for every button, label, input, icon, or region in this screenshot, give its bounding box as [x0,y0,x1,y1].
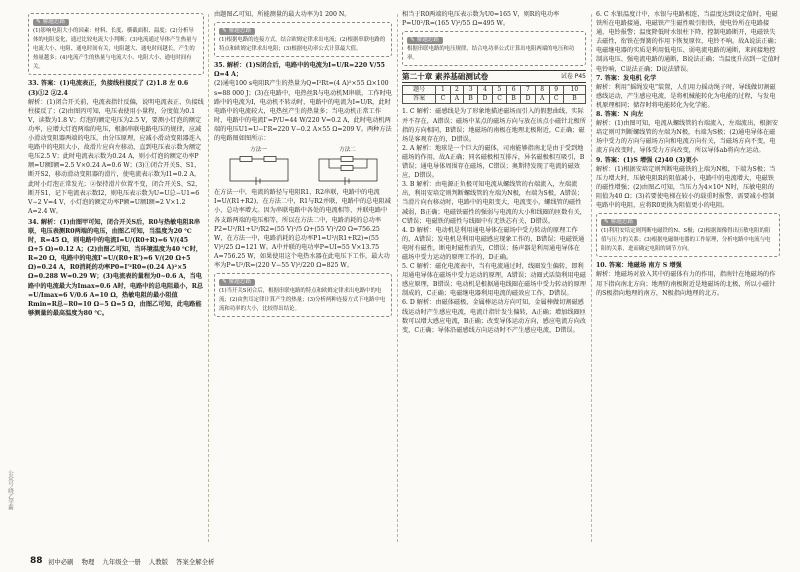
table-cell: D [521,95,536,104]
table-cell: 4 [478,86,493,95]
side-watermark: 公众号·晓乙学霸 [7,470,13,511]
page-footer [0,553,800,569]
tip-text: (1)影响电阻大小的因素：材料、长度、横截面积、温度；(2)分析导体的电阻变化，通过比较电流大小判断；(3)电流通过导体产生热量与电流大小、电阻、通电时间有关，电阻越大、通电时间越长，产生的热量越多；(4)电流产生的热量与电流大小、电阻大小、通电时间有关。 [33,28,197,71]
tip-label: ✎ 解题思路 [219,28,255,35]
question-35-body-2: 在方法一中，电流的路径与电阻R1、R2串联，电路中的电流I=U/(R1+R2)，在方法二中，R1与R2并联，电路中的总电阻减小，总功率增大。因为串联电路中各处的电流相等，并联电路中各支路两端的电压相等，所以在方法二中，电路消耗的总功率P2=U²/R1+U²/R2=(55 V)²/5 Ω+(55 V)²/20 Ω=756.25 W，在方法一中，电路消耗的总功率P1=U²/(R1+R2)=(55 V)²/25 Ω=121 W。A中并联的电功率P=UI=55 V×13.75 A=756.25 W，如果使用这个电热水器在此电压下工作，最大功率为P=U²/R=(220 V−55 V)²/220 Ω=825 W。 [214,189,391,269]
table-cell: 10 [563,86,585,95]
series-name: 初中必刷 [48,558,74,566]
continued-text: 由题图乙可知，所能测量的最大功率为1 200 N。 [214,11,351,18]
circuit-method-1 [226,146,292,185]
table-cell: 9 [549,86,563,95]
answer-6-continued: 6. C 水银温度计中，水银与电路相连，当温度达到设定值时，电磁铁所在电路接通，电磁铁产生磁性吸引衔铁，使电铃所在电路接通，电铃报警；温度降低时水银柱下降，控制电路断开，电磁铁失去磁性，衔铁在弹簧的作用下恢复原位，电铃不响。故A说法正确；电磁继电器的实质是利用低电压、弱电流电路的通断，来间接地控制高电压、强电流电路的通断，B说法正确；当温度升高到一定值时电铃响，C说法正确；D说法错误。 [596,11,780,73]
table-cell: 1 [436,86,450,95]
table-cell: A [450,95,464,104]
circuit-title: 方法一 [250,147,267,154]
question-9-analysis: 解析：(1)根据安培定则判断电磁铁的上端为N极，下端为S极；当压力增大时，压敏电阻R的阻值减小，电路中的电流增大，电磁铁的磁性增强；(2)由图乙可知，当压力为4×10⁴ N时，压敏电阻的阻值为40 Ω；(3)若要使电梯在较小的载重时报警，需要减小控制电路中的电阻，应将R0更换为阻值更小的电阻。 [596,165,776,209]
table-cell: 7 [521,86,536,95]
question-35-body: (2)通电100 s电阻R产生的热量为Q=I²Rt=(4 A)²×55 Ω×100 s=88 000 J；(3)在电路中，电热丝R与电动机M串联，工作时电路中的电流为I，电动机不转动时，电路中的电流为I=U/R，此时电路中的电流较大，电热丝产生的热量多；当电动机正常工作时，电路中的电流I'=P/U=44 W/220 V=0.2 A，此时电动机两端的电压U1=U−I'R=220 V−0.2 A×55 Ω=209 V。两种方法的电路图如图所示： [214,80,392,143]
section-title: 第二十章 素养基础测试卷 [402,72,489,82]
question-35-analysis: 35. 解析：(1)S闭合后，电路中的电流为I=U/R=220 V/55 Ω=4 A； [214,62,385,79]
answer-4: 4. D 解析：电动机是利用通电导体在磁场中受力转动的原理工作的，A错误；发电机是利用电磁感应现象工作的，B错误；电磁铁通电时有磁性，断电时磁性消失，C错误；扬声器是利用通电导体在磁场中受力运动的原理工作的，D正确。 [402,226,585,261]
tip-label: ✎ 解题思路 [219,279,255,286]
subject-name: 物理 [81,558,95,566]
parallel-circuit-icon [315,155,381,185]
column-1 [28,10,204,550]
table-cell: B [507,95,521,104]
edition-name: 人教版 [148,558,168,566]
question-34-analysis: 34. 解析：(1)由图甲可知，闭合开关S后，R0与热敏电阻R串联，电压表测R0两端的电压，由图乙可知，当温度为20 ℃时，R=45 Ω，则电路中的电流I=U/(R0+R)=6 V/(45 Ω+5 Ω)=0.12 A；(2)由图乙可知，当环境温度为40 ℃时，R=20 Ω，电路中的电流I'=U/(R0+R')=6 V/(20 Ω+5 Ω)=0.24 A，R0消耗的功率P0=I'²R0=(0.24 A)²×5 Ω=0.288 W≈0.29 W；(3)电流表的量程为0~0.6 A，当电路中的电流最大为Imax=0.6 A时，电路中的总电阻最小，R总=U/Imax=6 V/0.6 A=10 Ω，热敏电阻的最小阻值Rmin=R总−R0=10 Ω−5 Ω=5 Ω，由图乙可知，此电路能够测量的最高温度为80 ℃。 [28,218,204,317]
table-cell: 3 [464,86,478,95]
solution-tip-box [402,31,586,66]
tip-text: (1)根据电路的连接方式，结合欧姆定律求出电流；(2)根据串联电路的特点和欧姆定律求出电阻；(3)根据电功率公式计算最大值。 [219,37,386,53]
answer-1: 1. C 解析：磁感线是为了形象地描述磁场而引入的假想曲线，实际并不存在，A错误；磁场中某点的磁场方向与放在该点小磁针北极所指的方向相同，B错误；地磁场的南极在地理北极附近，C正确；磁场是客观存在的，D错误。 [402,108,586,143]
table-cell: 答案 [403,95,436,104]
tip-text: 根据串联电路的电压规律，结合电功率公式计算出电阻两端的电压和功率。 [407,46,575,62]
table-cell: C [549,95,563,104]
answer-6: 6. D 解析：由磁体磁极、金属棒运动方向可知，金属棒做切割磁感线运动时产生感应电流，电流计指针发生偏转，A正确；增加线圈匝数可以增大感应电流，B正确；改变导体运动方向，感应电流方向改变，C正确；导体沿磁感线方向运动时不产生感应电流，D错误。 [402,299,586,334]
solution-tip-box [596,213,780,257]
tip-text: (1)利用安培定则判断电磁铁的N、S极；(2)根据图像得出压敏电阻的阻值与压力的关系；(3)根据电磁继电器的工作原理，分析电路中电流与电阻的关系，进而确定电阻的调节方向。 [601,228,771,253]
table-cell: 5 [492,86,506,95]
solution-tip-box [28,13,204,75]
section-header [402,70,586,83]
answers-label: 答案全解全析 [176,558,215,566]
table-row [403,86,586,95]
circuit-title: 方法二 [339,147,356,154]
table-row [403,95,586,104]
tip-label: ✎ 解题思路 [601,219,637,226]
question-7-analysis: 解析：利用“摇绳发电”装置，人们用力摇动绳子时，导线做切割磁感线运动，产生感应电流，是将机械能转化为电能的过程，与发电机原理相同；储存时将电能转化为化学能。 [596,83,776,109]
question-10-answer: 10. 答案：地磁场 南方 S 增强 [596,262,682,270]
table-cell: C [436,95,450,104]
column-4 [596,10,780,550]
question-33-analysis: 解析：(1)闭合开关前，电流表指针反偏，说明电流表正、负接线柱接反了；(2)由图丙可知，电压表使用小量程，分度值为0.1 V，读数为1.8 V；灯泡的额定电压为2.5 V，要测小灯泡的额定功率，应增大灯泡两端的电压，根据串联电路电压的规律，应减小滑动变阻器两端的电压，由分压原理，应减小滑动变阻器连入电路中的电阻大小，故滑片应向左移动，直到电压表示数为额定电压2.5 V；此时电流表示数为0.24 A，则小灯泡的额定功率P额=U额I额=2.5 V×0.24 A=0.6 W；(3)①闭合开关S、S1，断开S2，移动滑动变阻器的滑片，使电流表示数为I1=0.2 A，此时小灯泡正常发光；②保持滑片位置不变，闭合开关S、S2，断开S1，记下电流表示数I2，则电压表示数为U=U总−U1=6 V−2 V=4 V，小灯泡的额定功率P额=U额I额=2 V×1.2 A=2.4 W。 [28,98,204,215]
question-10-analysis: 解析：地磁场对放入其中的磁体有力的作用，指南针在地磁场的作用下指向南北方向；地理的南极附近是地磁场的北极，所以小磁针的S极指向地理的南方，N极指向地理的北方。 [596,271,776,297]
answer-3: 3. B 解析：由电源正负极可知电流从螺线管的右端流入，左端流出，利用安培定则判断螺线管的左端为N极，右端为S极，A错误；当滑片向右移动时，电路中的电阻变大，电流变小，螺线管的磁性减弱，B正确；电磁铁磁性的强弱与电流的大小和线圈的匝数有关，C错误；电磁铁的磁性与线圈中有无铁芯有关，D错误。 [402,181,586,225]
table-cell: B [563,95,585,104]
column-2 [214,10,392,550]
solution-tip-box [214,22,392,57]
answer-2: 2. A 解析：地球是一个巨大的磁体，司南能够指南北是由于受到地磁场的作用，故A正确；同名磁极相互排斥，异名磁极相互吸引，B错误；通电导体周围存在磁场，C错误；奥斯特发现了电流的磁效应，D错误。 [402,144,585,180]
circuit-diagrams [214,146,392,185]
series-circuit-icon [226,155,292,185]
tip-label: ✎ 解题思路 [407,37,443,44]
column-divider [397,14,398,542]
column-divider [208,14,209,542]
answer-5: 5. C 解析：磁化电流表中，当有电流通过时，线圈发生偏转，即利用通电导体在磁场中受力运动的原理，A错误；动圈式话筒利用电磁感应原理，B错误；电动机是根据通电线圈在磁场中受力转动的原理制成的，C正确；电磁继电器利用电流的磁效应工作，D错误。 [402,263,586,298]
table-cell: 题号 [403,86,436,95]
table-cell: C [492,95,506,104]
continued-text: 相当于R0两端的电压表示数为U0=165 V，则R的电功率P=U0²/R=(165 V)²/55 Ω=495 W。 [402,11,560,28]
question-8-analysis: 解析：(1)由图可知，电流从螺线管的右端流入，左端流出，根据安培定则可判断螺线管的左端为N极，右端为S极；(2)通电导体在磁场中受力的方向与磁场方向和电流方向有关，当磁场方向不变，电流方向改变时，导体受力方向改变，所以导体ab将向左运动。 [596,120,779,155]
table-cell: 6 [507,86,521,95]
question-8-answer: 8. 答案：N 向左 [596,111,644,119]
circuit-method-2 [315,146,381,185]
table-cell: 2 [450,86,464,95]
table-cell: B [464,95,478,104]
page-number: 88 [30,556,43,566]
question-9-answer: 9. 答案：(1)S 增强 (2)40 (3)更小 [596,156,698,164]
solution-tip-box [214,273,392,317]
tip-label: ✎ 解题思路 [33,19,69,26]
column-divider [591,14,592,542]
table-cell: A [535,95,549,104]
question-7-answer: 7. 答案：发电机 化学 [596,74,657,82]
column-3 [402,10,586,550]
section-page-ref: 试卷 P45 [560,73,586,81]
table-cell: D [478,95,493,104]
tip-text: (1)当开关S闭合后，根据串联电路的特点和欧姆定律求出电路中的电流；(2)由焦耳定律计算产生的热量；(3)分析两种连接方式下电路中电流和功率的大小，比较得出结论。 [219,288,386,313]
footer-text [48,557,220,566]
answer-table [402,85,586,104]
grade-name: 九年级全一册 [102,558,141,566]
question-33-answer: 33. 答案：(1)电流表正，负接线柱接反了 (2)1.8 左 0.6 (3)①2 ②2.4 [28,80,189,97]
table-cell: 8 [535,86,549,95]
